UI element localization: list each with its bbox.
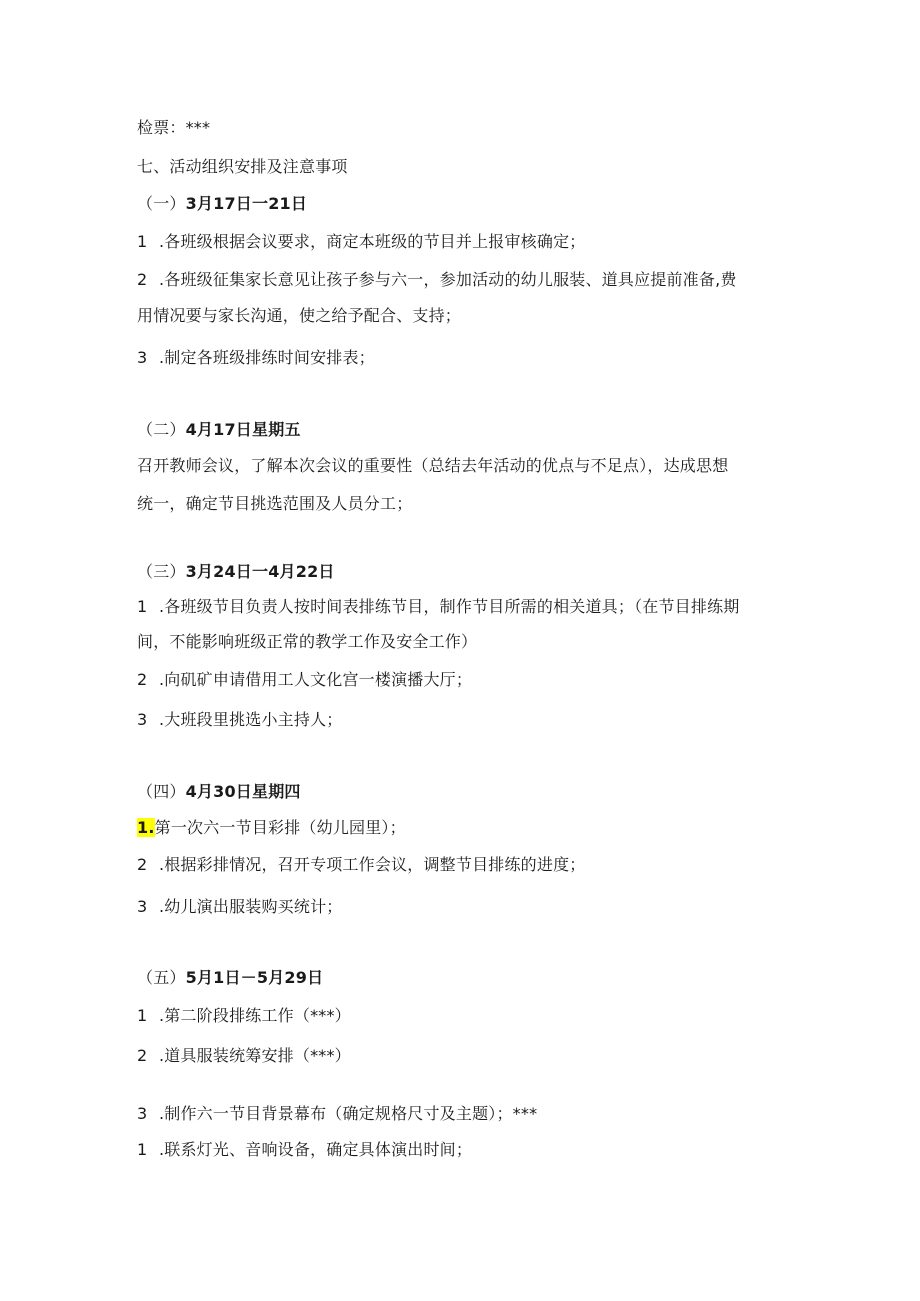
- item-number: 2: [137, 270, 148, 289]
- section-4-heading: [137, 782, 301, 802]
- ticket-check-line: 检票：***: [137, 118, 211, 137]
- s4-item-1: [137, 818, 406, 838]
- item-number: 1: [137, 1140, 148, 1159]
- section-3-prefix: （三）: [137, 562, 186, 581]
- section-1-date: 3月17日一21日: [185, 194, 308, 213]
- s5-item-4: [137, 1140, 472, 1160]
- s5-item-3: [137, 1104, 537, 1124]
- s2-line-1: 召开教师会议，了解本次会议的重要性（总结去年活动的优点与不足点），达成思想: [137, 456, 729, 475]
- s3-item-1-cont: [137, 632, 477, 652]
- item-number: 1: [137, 597, 148, 616]
- section-5-prefix: （五）: [137, 968, 186, 987]
- section-2-date: 4月17日星期五: [185, 420, 301, 439]
- s4-item-3: [137, 897, 343, 917]
- s1-item-3: [137, 348, 375, 368]
- item-text: .向矶矿申请借用工人文化宫一楼演播大厅；: [159, 670, 473, 689]
- s3-item-3: [137, 710, 343, 730]
- section-4-date: 4月30日星期四: [185, 782, 301, 801]
- item-text: .根据彩排情况，召开专项工作会议，调整节目排练的进度；: [159, 855, 586, 874]
- section-5-heading: [137, 968, 323, 988]
- item-text: .各班级节目负责人按时间表排练节目，制作节目所需的相关道具；（在节目排练期: [159, 597, 740, 616]
- section-3-heading: [137, 562, 335, 582]
- item-text: .幼儿演出服装购买统计；: [159, 897, 343, 916]
- s4-item-2: [137, 855, 586, 875]
- s1-item-1: [137, 232, 586, 252]
- section-4-prefix: （四）: [137, 782, 186, 801]
- section-1-prefix: （一）: [137, 194, 186, 213]
- s1-item-2: [137, 270, 737, 290]
- section-2-heading: [137, 420, 301, 440]
- item-text: .制定各班级排练时间安排表；: [159, 348, 375, 367]
- item-text: .各班级根据会议要求，商定本班级的节目并上报审核确定；: [159, 232, 586, 251]
- s5-item-1: [137, 1006, 351, 1026]
- section-1-heading: [137, 194, 307, 214]
- item-text: 第一次六一节目彩排（幼儿园里）；: [154, 818, 406, 837]
- item-text: .各班级征集家长意见让孩子参与六一，参加活动的幼儿服装、道具应提前准备,费: [159, 270, 737, 289]
- item-text: .道具服装统筹安排（***）: [159, 1046, 351, 1065]
- item-number: 3: [137, 1104, 148, 1123]
- s3-item-1: [137, 597, 740, 617]
- item-number: 2: [137, 1046, 148, 1065]
- s2-line-2: 统一，确定节目挑选范围及人员分工；: [137, 494, 413, 513]
- s3-item-2: [137, 670, 472, 690]
- item-number: 1: [137, 1006, 148, 1025]
- section-5-date: 5月1日－5月29日: [185, 968, 324, 987]
- item-text: 用情况要与家长沟通，使之给予配合、支持；: [137, 306, 462, 325]
- item-text: .联系灯光、音响设备，确定具体演出时间；: [159, 1140, 473, 1159]
- item-number: 3: [137, 710, 148, 729]
- s1-item-2-cont: [137, 306, 461, 326]
- highlighted-item-number: 1.: [137, 818, 155, 837]
- item-number: 2: [137, 855, 148, 874]
- item-text: .大班段里挑选小主持人；: [159, 710, 343, 729]
- section-7-title: 七、活动组织安排及注意事项: [137, 157, 348, 176]
- item-number: 2: [137, 670, 148, 689]
- item-number: 1: [137, 232, 148, 251]
- item-number: 3: [137, 348, 148, 367]
- item-text: .制作六一节目背景幕布（确定规格尺寸及主题）；***: [159, 1104, 538, 1123]
- s5-item-2: [137, 1046, 351, 1066]
- section-2-prefix: （二）: [137, 420, 186, 439]
- item-number: 3: [137, 897, 148, 916]
- item-text: .第二阶段排练工作（***）: [159, 1006, 351, 1025]
- item-text: 间，不能影响班级正常的教学工作及安全工作）: [137, 632, 478, 651]
- section-3-date: 3月24日一4月22日: [185, 562, 335, 581]
